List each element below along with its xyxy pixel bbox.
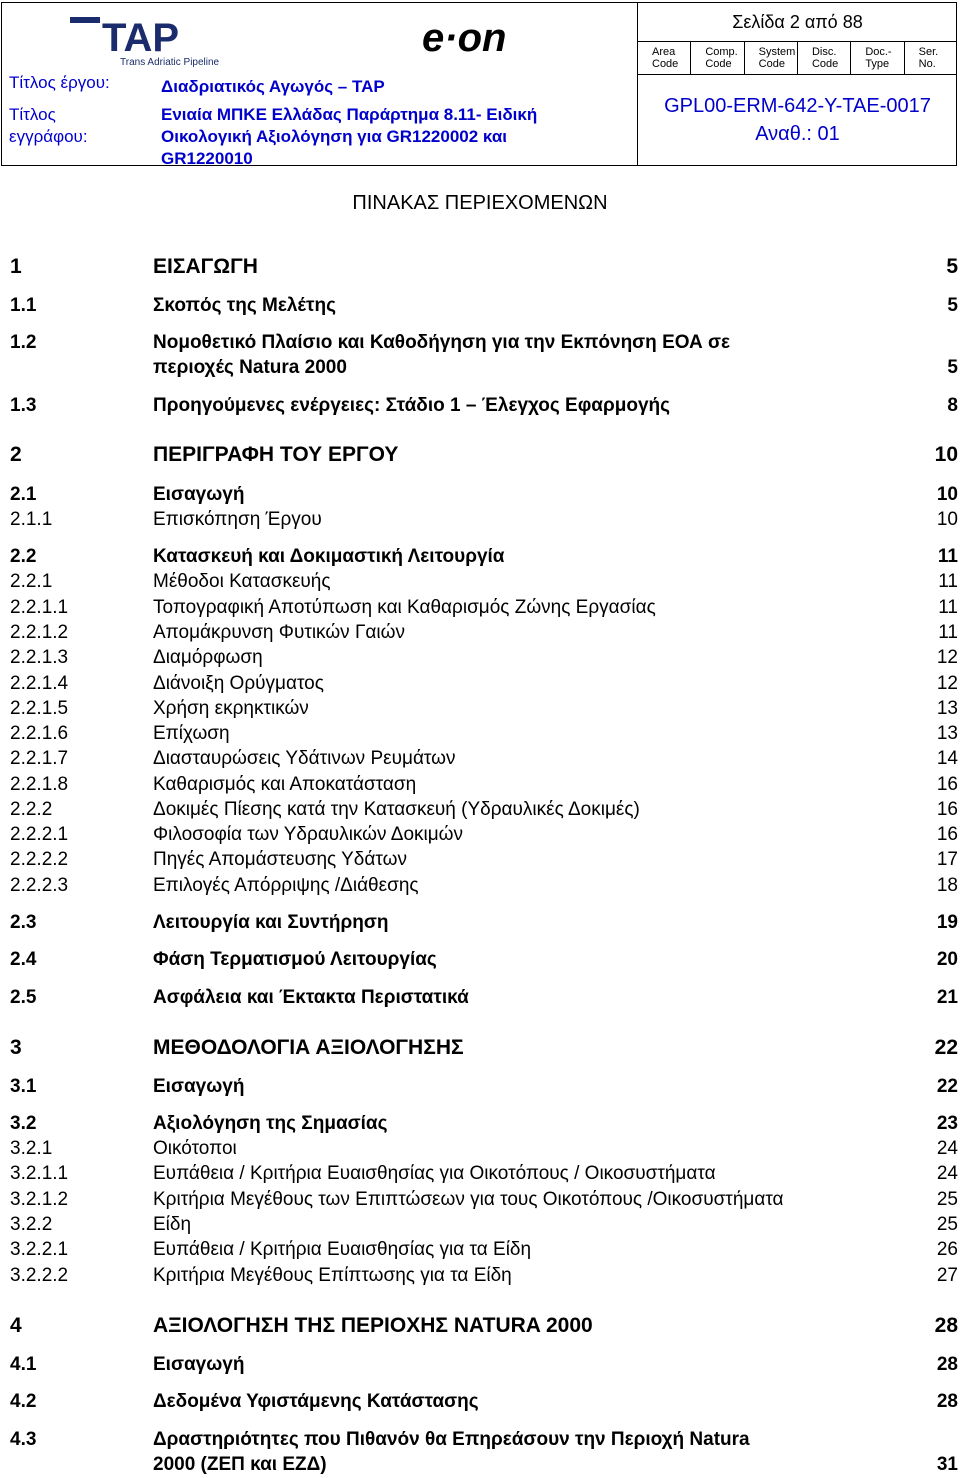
toc-entry-page: 12 bbox=[936, 673, 958, 694]
toc-entry-page: 20 bbox=[936, 949, 958, 970]
revision: Αναθ.: 01 bbox=[755, 123, 840, 145]
toc-entry-number: 3.2.1 bbox=[10, 1138, 53, 1159]
toc-entry-page: 28 bbox=[936, 1354, 958, 1375]
toc-entry-page: 24 bbox=[936, 1138, 958, 1159]
toc-entry-number: 2.2.1.7 bbox=[10, 748, 69, 769]
toc-entry-number: 3.2.2.2 bbox=[10, 1265, 69, 1286]
code-label: System bbox=[758, 45, 796, 58]
code-cell-doc-type bbox=[851, 41, 904, 74]
page-indicator: Σελίδα 2 από 88 bbox=[638, 3, 957, 42]
doc-title-line-3: GR1220010 bbox=[161, 149, 253, 168]
toc-entry-number: 3 bbox=[10, 1036, 22, 1059]
doc-title-line-1: Ενιαία ΜΠΚΕ Ελλάδας Παράρτημα 8.11- Ειδική bbox=[161, 105, 538, 124]
code-label: Code bbox=[652, 57, 679, 70]
toc-entry-title: Ασφάλεια και Έκτακτα Περιστατικά bbox=[153, 987, 469, 1008]
toc-entry-page: 21 bbox=[936, 987, 958, 1008]
toc-entry-page: 16 bbox=[936, 799, 958, 820]
toc-entry-title: Εισαγωγή bbox=[153, 1076, 245, 1097]
toc-entry-number: 4.1 bbox=[10, 1354, 37, 1375]
toc-entry-number: 1 bbox=[10, 255, 22, 278]
toc-entry-number: 2.5 bbox=[10, 987, 37, 1008]
code-label: Area bbox=[652, 45, 676, 58]
code-cell-ser-no bbox=[905, 41, 957, 74]
toc-entry-title: Μέθοδοι Κατασκευής bbox=[153, 571, 331, 592]
toc-entry-number: 3.2.2 bbox=[10, 1214, 53, 1235]
toc-entry-title: Κριτήρια Μεγέθους των Επιπτώσεων για τους Οικοτόπους /Οικοσυστήματα bbox=[153, 1189, 784, 1210]
toc-entry-number: 2.2.1.1 bbox=[10, 597, 69, 618]
eon-logo-wordmark: e·on bbox=[422, 17, 507, 60]
toc-entry-title: Αξιολόγηση της Σημασίας bbox=[153, 1113, 388, 1134]
toc-entry-number: 2.2.1.5 bbox=[10, 698, 69, 719]
toc-entry-page: 25 bbox=[936, 1214, 958, 1235]
toc-entry-number: 2.4 bbox=[10, 949, 37, 970]
project-value: Διαδριατικός Αγωγός – TAP bbox=[161, 77, 385, 96]
toc-entry-page: 19 bbox=[936, 912, 958, 933]
doc-title-line-2: Οικολογική Αξιολόγηση για GR1220002 και bbox=[161, 127, 508, 146]
toc-title: ΠΙΝΑΚΑΣ ΠΕΡΙΕΧΟΜΕΝΩΝ bbox=[352, 192, 608, 214]
toc-entry-title: Ευπάθεια / Κριτήρια Ευαισθησίας για Οικοτόπους / Οικοσυστήματα bbox=[153, 1163, 716, 1184]
toc-entry-title: Είδη bbox=[153, 1214, 192, 1235]
toc-entry-title: Σκοπός της Μελέτης bbox=[153, 295, 336, 316]
toc-entry-number: 2.2.2.2 bbox=[10, 849, 69, 870]
toc-entry-page: 8 bbox=[947, 395, 958, 416]
toc-entry-number: 3.2 bbox=[10, 1113, 37, 1134]
code-label: Doc.- bbox=[865, 45, 892, 58]
toc-entry-number: 4 bbox=[10, 1314, 22, 1337]
toc-entry-title: ΕΙΣΑΓΩΓΗ bbox=[153, 255, 258, 278]
toc-entry-title: Δοκιμές Πίεσης κατά την Κατασκευή (Υδραυλικές Δοκιμές) bbox=[153, 799, 640, 820]
toc-entry-title: Προηγούμενες ενέργειες: Στάδιο 1 – Έλεγχος Εφαρμογής bbox=[153, 395, 671, 416]
toc-entry-page: 10 bbox=[936, 509, 958, 530]
toc-entry-page: 16 bbox=[936, 824, 958, 845]
toc-entry-number: 3.2.2.1 bbox=[10, 1239, 69, 1260]
toc-entry-page: 13 bbox=[936, 698, 958, 719]
toc-entry-page: 23 bbox=[936, 1113, 958, 1134]
code-label: Code bbox=[758, 57, 785, 70]
toc-entry-page: 28 bbox=[934, 1314, 958, 1337]
toc-entry-page: 22 bbox=[934, 1036, 958, 1059]
project-label: Τίτλος έργου: bbox=[9, 73, 110, 92]
toc-entry-number: 4.2 bbox=[10, 1391, 37, 1412]
toc-entry-title: Νομοθετικό Πλαίσιο και Καθοδήγηση για την Εκπόνηση ΕΟΑ σε bbox=[153, 332, 731, 353]
toc-entry-page: 28 bbox=[936, 1391, 958, 1412]
toc-entry-title: Εισαγωγή bbox=[153, 484, 245, 505]
toc-entry-page: 5 bbox=[947, 295, 958, 316]
toc-entry-title: Επισκόπηση Έργου bbox=[153, 509, 322, 530]
toc-entry-page: 24 bbox=[936, 1163, 958, 1184]
toc-entry-title: Καθαρισμός και Αποκατάσταση bbox=[153, 774, 417, 795]
tap-logo bbox=[70, 13, 260, 67]
toc-entry-number: 2 bbox=[10, 443, 22, 466]
toc-entry-page: 12 bbox=[936, 647, 958, 668]
toc-entry-title: ΜΕΘΟΔΟΛΟΓΙΑ ΑΞΙΟΛΟΓΗΣΗΣ bbox=[153, 1036, 464, 1059]
toc-entry-title: Οικότοποι bbox=[153, 1138, 237, 1159]
toc-entry-page: 27 bbox=[936, 1265, 958, 1286]
toc-entry-number: 2.2.1.8 bbox=[10, 774, 69, 795]
toc-entry-page: 11 bbox=[938, 597, 958, 618]
toc-entry-number: 2.2.1.3 bbox=[10, 647, 69, 668]
toc-entry-number: 2.2.1.6 bbox=[10, 723, 69, 744]
toc-entry-page: 25 bbox=[936, 1189, 958, 1210]
code-label: No. bbox=[918, 57, 936, 70]
code-label: Comp. bbox=[705, 45, 738, 58]
toc-entry-title: ΠΕΡΙΓΡΑΦΗ ΤΟΥ ΕΡΓΟΥ bbox=[153, 443, 399, 466]
toc-entry-number: 1.3 bbox=[10, 395, 37, 416]
toc-entry-page: 13 bbox=[936, 723, 958, 744]
toc-entry-title: Δραστηριότητες που Πιθανόν θα Επηρεάσουν την Περιοχή Natura bbox=[153, 1429, 750, 1450]
toc-entry-title: Απομάκρυνση Φυτικών Γαιών bbox=[153, 622, 405, 643]
toc-entry-title: Χρήση εκρηκτικών bbox=[153, 698, 309, 719]
toc-entry-number: 2.2.1.2 bbox=[10, 622, 69, 643]
toc-entry-number: 2.2 bbox=[10, 546, 37, 567]
toc-entry-number: 2.1.1 bbox=[10, 509, 53, 530]
toc-entry-title: Επιλογές Απόρριψης /Διάθεσης bbox=[153, 875, 419, 896]
toc-entry-title-continued: περιοχές Natura 2000 bbox=[153, 357, 347, 378]
toc-entry-page: 16 bbox=[936, 774, 958, 795]
toc-entry-number: 3.2.1.1 bbox=[10, 1163, 69, 1184]
document-number: GPL00-ERM-642-Y-TAE-0017 bbox=[664, 95, 931, 117]
code-cell-area bbox=[638, 41, 691, 74]
toc-entry-page: 14 bbox=[936, 748, 958, 769]
toc-entry-title: Κριτήρια Μεγέθους Επίπτωσης για τα Είδη bbox=[153, 1265, 512, 1286]
toc-entry-number: 1.1 bbox=[10, 295, 37, 316]
document-header bbox=[1, 2, 957, 166]
toc-entry-page: 10 bbox=[934, 443, 958, 466]
code-label: Disc. bbox=[811, 45, 837, 58]
toc-entry-title: Διασταυρώσεις Υδάτινων Ρευμάτων bbox=[153, 748, 456, 769]
toc-entry-page: 22 bbox=[936, 1076, 958, 1097]
toc-entry-title: Διάνοιξη Ορύγματος bbox=[153, 673, 324, 694]
toc-entry-page: 18 bbox=[936, 875, 958, 896]
toc-entry-number: 3.2.1.2 bbox=[10, 1189, 69, 1210]
tap-logo-subtitle: Trans Adriatic Pipeline bbox=[120, 57, 220, 67]
code-label: Code bbox=[705, 57, 732, 70]
toc-entry-title: Πηγές Απομάστευσης Υδάτων bbox=[153, 849, 407, 870]
code-fields bbox=[638, 41, 957, 75]
code-label: Type bbox=[865, 57, 890, 70]
tap-logo-wordmark: TAP bbox=[102, 16, 180, 60]
toc-entry-number: 2.2.2.3 bbox=[10, 875, 69, 896]
toc-entry-number: 2.2.1 bbox=[10, 571, 53, 592]
toc-entry-title: Κατασκευή και Δοκιμαστική Λειτουργία bbox=[153, 546, 505, 567]
toc-entry-page: 31 bbox=[936, 1454, 958, 1475]
toc-entry-title: Διαμόρφωση bbox=[153, 647, 263, 668]
toc-entry-number: 3.1 bbox=[10, 1076, 37, 1097]
toc-entry-page: 11 bbox=[938, 622, 958, 643]
toc-entry-title: Δεδομένα Υφιστάμενης Κατάστασης bbox=[153, 1391, 479, 1412]
toc-entry-page: 10 bbox=[936, 484, 958, 505]
doc-title-label-2: εγγράφου: bbox=[9, 127, 88, 146]
toc-entry-page: 26 bbox=[936, 1239, 958, 1260]
toc-entry-number: 2.2.1.4 bbox=[10, 673, 69, 694]
eon-logo bbox=[420, 17, 540, 61]
toc-entry-number: 1.2 bbox=[10, 332, 37, 353]
toc-entry-page: 17 bbox=[936, 849, 958, 870]
toc-entry-number: 2.1 bbox=[10, 484, 37, 505]
doc-title-label-1: Τίτλος bbox=[9, 105, 56, 124]
toc-entry-title: Λειτουργία και Συντήρηση bbox=[153, 912, 389, 933]
toc-entry-page: 5 bbox=[946, 255, 958, 278]
toc-entry-page: 5 bbox=[947, 357, 958, 378]
toc-entry-number: 2.2.2 bbox=[10, 799, 53, 820]
toc-entry-title: Επίχωση bbox=[153, 723, 230, 744]
toc-entry-number: 2.2.2.1 bbox=[10, 824, 69, 845]
code-label: Ser. bbox=[918, 45, 939, 58]
code-label: Code bbox=[811, 57, 839, 70]
toc-entry-page: 11 bbox=[937, 546, 958, 567]
toc-entry-title: Εισαγωγή bbox=[153, 1354, 245, 1375]
toc-entry-number: 2.3 bbox=[10, 912, 37, 933]
toc-entry-number: 4.3 bbox=[10, 1429, 37, 1450]
code-cell-comp bbox=[691, 41, 744, 74]
code-cell-system bbox=[745, 41, 798, 74]
toc-entry-title-continued: 2000 (ΖΕΠ και ΕΖΔ) bbox=[153, 1454, 327, 1475]
toc-entry-title: ΑΞΙΟΛΟΓΗΣΗ ΤΗΣ ΠΕΡΙΟΧΗΣ NATURA 2000 bbox=[153, 1314, 593, 1337]
toc-entry-title: Ευπάθεια / Κριτήρια Ευαισθησίας για τα Είδη bbox=[153, 1239, 532, 1260]
toc-entry-title: Φάση Τερματισμού Λειτουργίας bbox=[153, 949, 437, 970]
code-cell-disc bbox=[798, 41, 851, 74]
toc-entry-title: Τοπογραφική Αποτύπωση και Καθαρισμός Ζώνης Εργασίας bbox=[153, 597, 656, 618]
toc-entry-page: 11 bbox=[938, 571, 958, 592]
toc-entry-title: Φιλοσοφία των Υδραυλικών Δοκιμών bbox=[153, 824, 464, 845]
